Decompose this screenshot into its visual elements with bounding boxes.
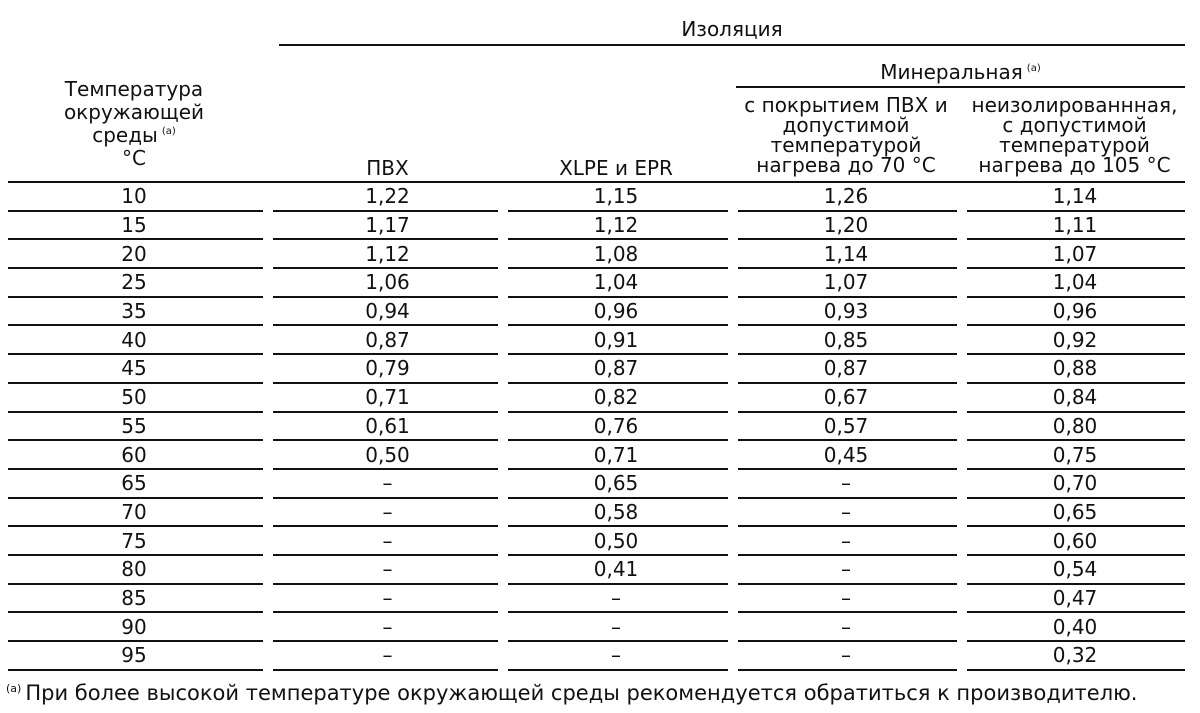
cell-temperature: 85: [121, 585, 147, 610]
insulation-header: [279, 18, 1185, 40]
cell-mineral-bare: 0,92: [1052, 327, 1098, 352]
cell-temperature: 90: [121, 614, 147, 639]
temperature-label-line3: среды: [92, 123, 158, 147]
temperature-label-line2: окружающей: [63, 100, 205, 124]
cell-pvc: 0,94: [365, 299, 410, 324]
cell-mineral-pvc: 1,26: [823, 184, 869, 209]
cell-temperature: 40: [121, 327, 147, 352]
cell-mineral-bare: 0,88: [1052, 356, 1098, 381]
cell-mineral-pvc: 0,57: [823, 413, 869, 438]
table-row: [8, 642, 1185, 671]
table-row: [8, 413, 1185, 442]
table-row: [8, 384, 1185, 413]
cell-xlpe: 1,08: [593, 241, 639, 266]
cell-pvc: 0,50: [365, 442, 410, 467]
cell-temperature: 25: [121, 270, 147, 295]
table-row: [8, 613, 1185, 642]
column-gap: [728, 183, 738, 672]
cell-pvc: 1,22: [365, 184, 410, 209]
cell-pvc: –: [382, 585, 393, 610]
cell-mineral-pvc: 1,07: [823, 270, 869, 295]
cell-mineral-pvc: 0,87: [823, 356, 869, 381]
column-header-pvc: ПВХ: [366, 156, 409, 180]
cell-temperature: 15: [121, 213, 147, 238]
cell-pvc: 1,06: [365, 270, 410, 295]
temperature-unit: °C: [122, 146, 146, 170]
table-row: [8, 326, 1185, 355]
cell-xlpe: –: [611, 585, 621, 610]
cell-xlpe: 0,82: [593, 385, 639, 410]
cell-mineral-bare: 0,96: [1052, 299, 1098, 324]
temperature-header: [8, 78, 260, 170]
cell-pvc: –: [382, 471, 393, 496]
column-gap: [957, 183, 967, 672]
footnote-mark: (a): [6, 682, 22, 695]
cell-xlpe: –: [611, 614, 621, 639]
footnote: [6, 681, 1137, 705]
cell-pvc: 0,87: [365, 327, 410, 352]
cell-temperature: 35: [121, 299, 147, 324]
column-gap: [263, 183, 273, 672]
insulation-rule: [279, 44, 1185, 46]
cell-temperature: 80: [121, 557, 147, 582]
cell-pvc: 1,12: [365, 241, 410, 266]
cell-pvc: –: [382, 499, 393, 524]
mineral-title: Минеральная: [880, 60, 1023, 84]
mineral-header: [736, 61, 1185, 83]
cell-temperature: 75: [121, 528, 147, 553]
table-row: [8, 183, 1185, 212]
cell-temperature: 10: [121, 184, 147, 209]
cell-pvc: –: [382, 528, 393, 553]
cell-xlpe: 1,12: [593, 213, 639, 238]
cell-mineral-bare: 0,75: [1052, 442, 1098, 467]
cell-mineral-pvc: –: [841, 471, 851, 496]
cell-xlpe: –: [611, 643, 621, 668]
cell-temperature: 60: [121, 442, 147, 467]
insulation-title: Изоляция: [681, 17, 783, 41]
table-row: [8, 240, 1185, 269]
cell-mineral-pvc: –: [841, 557, 851, 582]
cell-pvc: –: [382, 614, 393, 639]
table-row: [8, 441, 1185, 470]
column-header-mineral-pvc: с покрытием ПВХ и допустимой температурой нагрева до 70 °C: [744, 93, 948, 177]
cell-temperature: 65: [121, 471, 147, 496]
cell-xlpe: 0,65: [593, 471, 639, 496]
cell-temperature: 50: [121, 385, 147, 410]
mineral-rule: [736, 86, 1185, 88]
cell-mineral-pvc: –: [841, 643, 851, 668]
cell-temperature: 95: [121, 643, 147, 668]
cell-mineral-pvc: 0,45: [823, 442, 869, 467]
cell-mineral-pvc: 0,67: [823, 385, 869, 410]
cell-pvc: 1,17: [365, 213, 410, 238]
table-row: [8, 556, 1185, 585]
temperature-label-line1: Температура: [64, 77, 204, 101]
cell-pvc: 0,79: [365, 356, 410, 381]
mineral-footnote-ref: (a): [1026, 63, 1041, 75]
cell-mineral-pvc: –: [841, 585, 851, 610]
cell-xlpe: 0,96: [593, 299, 639, 324]
cell-pvc: 0,61: [365, 413, 410, 438]
table-row: [8, 269, 1185, 298]
cell-temperature: 55: [121, 413, 147, 438]
cell-mineral-pvc: –: [841, 499, 851, 524]
cell-mineral-bare: 1,07: [1052, 241, 1098, 266]
column-gap: [498, 183, 508, 672]
cell-xlpe: 0,50: [593, 528, 639, 553]
cell-temperature: 45: [121, 356, 147, 381]
table-row: [8, 355, 1185, 384]
cell-mineral-pvc: –: [841, 614, 851, 639]
data-table: [8, 183, 1185, 671]
cell-mineral-bare: 1,11: [1052, 213, 1098, 238]
cell-mineral-bare: 0,60: [1052, 528, 1098, 553]
table-row: [8, 585, 1185, 614]
cell-mineral-pvc: 0,93: [823, 299, 869, 324]
cell-pvc: –: [382, 643, 393, 668]
cell-mineral-bare: 0,32: [1052, 643, 1098, 668]
cell-mineral-bare: 0,70: [1052, 471, 1098, 496]
cell-mineral-pvc: –: [841, 528, 851, 553]
table-row: [8, 212, 1185, 241]
cell-xlpe: 0,71: [593, 442, 639, 467]
cell-mineral-bare: 0,65: [1052, 499, 1098, 524]
cell-temperature: 70: [121, 499, 147, 524]
column-header-xlpe: XLPE и EPR: [559, 156, 673, 180]
cell-xlpe: 0,58: [593, 499, 639, 524]
cell-pvc: 0,71: [365, 385, 410, 410]
cell-mineral-pvc: 0,85: [823, 327, 869, 352]
temperature-footnote-ref: (a): [161, 126, 176, 138]
table-row: [8, 470, 1185, 499]
cell-mineral-bare: 1,14: [1052, 184, 1098, 209]
cell-xlpe: 0,87: [593, 356, 639, 381]
cell-xlpe: 0,41: [593, 557, 639, 582]
cell-pvc: –: [382, 557, 393, 582]
cell-mineral-bare: 1,04: [1052, 270, 1098, 295]
cell-mineral-pvc: 1,20: [823, 213, 869, 238]
cell-xlpe: 0,91: [593, 327, 639, 352]
cell-mineral-bare: 0,80: [1052, 413, 1098, 438]
cell-temperature: 20: [121, 241, 147, 266]
cell-xlpe: 1,15: [593, 184, 639, 209]
cell-xlpe: 0,76: [593, 413, 639, 438]
column-header-mineral-bare: неизолированнная, с допустимой температурой нагрева до 105 °C: [971, 93, 1178, 177]
table-row: [8, 298, 1185, 327]
cell-mineral-bare: 0,84: [1052, 385, 1098, 410]
cell-mineral-bare: 0,40: [1052, 614, 1098, 639]
cell-xlpe: 1,04: [593, 270, 639, 295]
cell-mineral-pvc: 1,14: [823, 241, 869, 266]
cell-mineral-bare: 0,54: [1052, 557, 1098, 582]
cell-mineral-bare: 0,47: [1052, 585, 1098, 610]
table-row: [8, 527, 1185, 556]
footnote-text: При более высокой температуре окружающей среды рекомендуется обратиться к производителю.: [25, 681, 1138, 705]
table-row: [8, 499, 1185, 528]
